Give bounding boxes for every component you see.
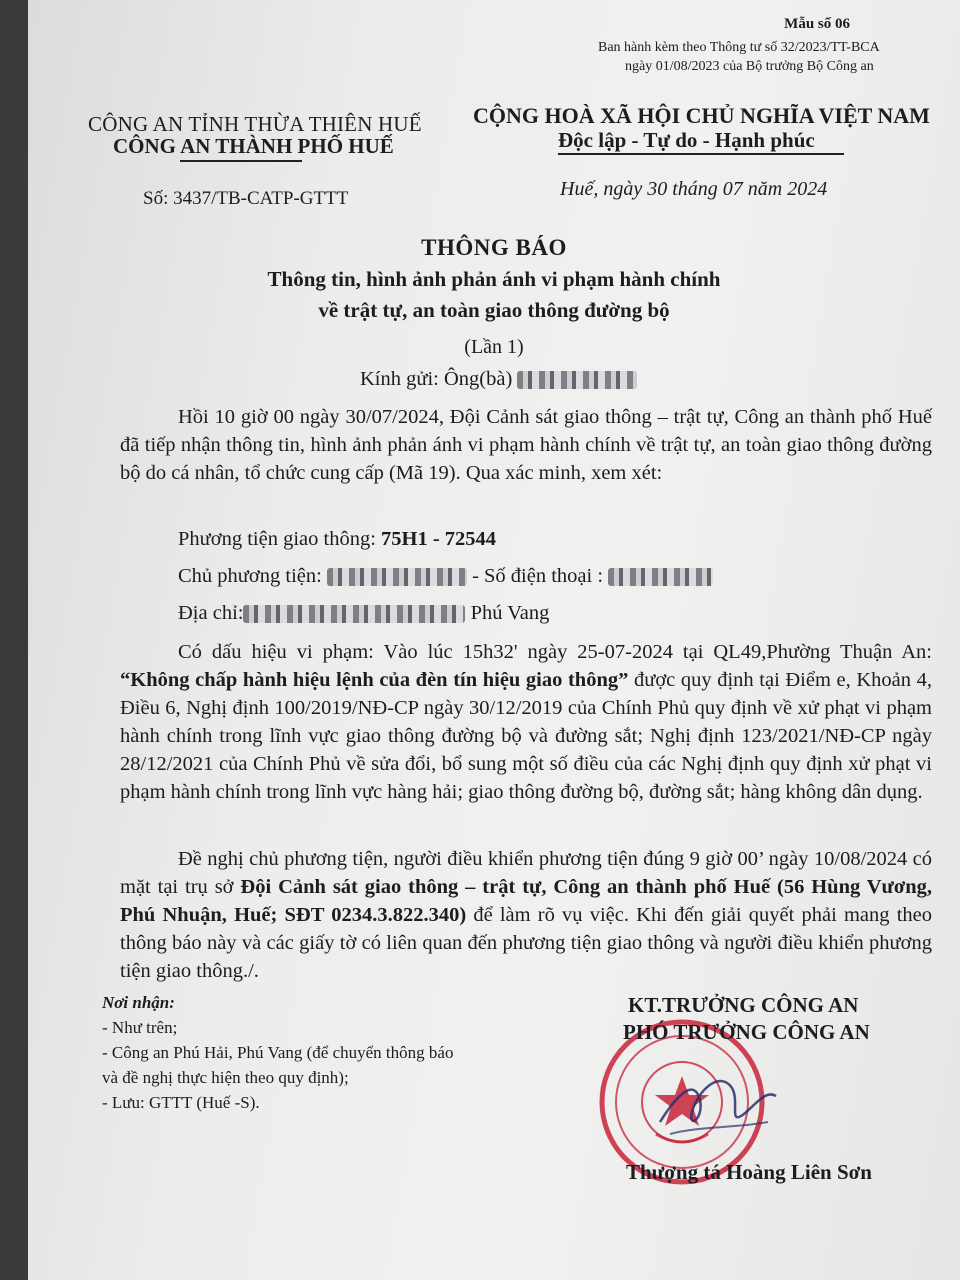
nation-motto: Độc lập - Tự do - Hạnh phúc <box>558 128 815 152</box>
agency-parent: CÔNG AN TỈNH THỪA THIÊN HUẾ <box>88 112 422 136</box>
form-issued-line-1: Ban hành kèm theo Thông tư số 32/2023/TT-BCA <box>598 40 880 55</box>
signer-name: Thượng tá Hoàng Liên Sơn <box>626 1160 872 1184</box>
redacted-name <box>517 371 637 389</box>
recipient-item: - Lưu: GTTT (Huế -S). <box>102 1093 260 1112</box>
redacted-phone <box>608 568 713 586</box>
violation-rest: được quy định tại Điểm e, Khoản 4, Điều 6, Nghị định 100/2019/NĐ-CP ngày 30/12/2019 của Chính Phủ quy định về xử phạt vi phạm hành chính trong lĩnh vực giao thông đường bộ và đường sắt; Nghị định 123/2021/NĐ-CP ngày 28/12/2021 của Chính Phủ về sửa đổi, bổ sung một số điều của các Nghị định quy định xử phạt vi phạm hành chính trong lĩnh vực hàng hải; giao thông đường bộ, đường sắt; hàng không dân dụng. <box>120 669 932 803</box>
recipients-heading: Nơi nhận: <box>102 993 175 1012</box>
vehicle-line <box>178 528 496 551</box>
notice-times: (Lần 1) <box>464 336 524 358</box>
document-title: THÔNG BÁO <box>421 235 567 260</box>
form-issued-line-2: ngày 01/08/2023 của Bộ trưởng Bộ Công an <box>625 59 874 74</box>
agency-name: CÔNG AN THÀNH PHỐ HUẾ <box>113 134 394 158</box>
intro-paragraph: Hồi 10 giờ 00 ngày 30/07/2024, Đội Cảnh sát giao thông – trật tự, Công an thành phố Huế đã tiếp nhận thông tin, hình ảnh phản ánh vi phạm hành chính về trật tự, an toàn giao thông đường bộ do cá nhân, tổ chức cung cấp (Mã 19). Qua xác minh, xem xét: <box>120 406 932 484</box>
request-lead: Đề nghị chủ phương tiện, người điều khiển phương tiện đúng 9 giờ 00’ ngày 10/08/2024 có mặt tại trụ sở <box>120 848 932 898</box>
request-office: Đội Cảnh sát giao thông – trật tự, Công an thành phố Huế (56 Hùng Vương, Phú Nhuận, Huế; SĐT 0234.3.822.340) <box>120 876 932 926</box>
document-number: Số: 3437/TB-CATP-GTTT <box>143 188 349 209</box>
document-subtitle-2: về trật tự, an toàn giao thông đường bộ <box>318 298 670 322</box>
address-visible: Phú Vang <box>470 602 550 624</box>
address-line <box>178 602 549 625</box>
request-paragraph <box>120 845 932 985</box>
vehicle-label: Phương tiện giao thông: <box>178 528 376 550</box>
handwritten-signature <box>640 1030 790 1160</box>
addressee-line <box>360 368 637 391</box>
document-subtitle-1: Thông tin, hình ảnh phản ánh vi phạm hành chính <box>267 267 721 291</box>
vehicle-plate: 75H1 - 72544 <box>381 528 497 550</box>
signature-title-1: KT.TRƯỞNG CÔNG AN <box>628 993 859 1017</box>
address-label: Địa chỉ: <box>178 602 244 624</box>
recipients-block <box>102 990 453 1115</box>
document-page <box>28 0 960 1280</box>
violation-paragraph <box>120 638 932 806</box>
signature-title-2: PHÓ TRƯỞNG CÔNG AN <box>623 1020 870 1044</box>
form-number: Mẫu số 06 <box>784 16 850 32</box>
phone-label: - Số điện thoại : <box>472 565 604 587</box>
recipient-item: - Như trên; <box>102 1018 178 1037</box>
agency-underline <box>180 160 302 162</box>
motto-underline <box>558 153 844 155</box>
violation-lead: Có dấu hiệu vi phạm: Vào lúc 15h32' ngày 25-07-2024 tại QL49,Phường Thuận An: <box>178 641 932 663</box>
place-date: Huế, ngày 30 tháng 07 năm 2024 <box>560 178 828 200</box>
addressee-label: Kính gửi: Ông(bà) <box>360 368 513 390</box>
request-rest: để làm rõ vụ việc. Khi đến giải quyết phải mang theo thông báo này và các giấy tờ có liên quan đến phương tiện giao thông và người điều khiển phương tiện giao thông./. <box>120 904 932 982</box>
violation-name: “Không chấp hành hiệu lệnh của đèn tín hiệu giao thông” <box>120 669 629 691</box>
recipient-item: và đề nghị thực hiện theo quy định); <box>102 1068 349 1087</box>
redacted-address <box>243 605 465 623</box>
owner-line <box>178 565 713 588</box>
redacted-owner <box>327 568 467 586</box>
nation-name: CỘNG HOÀ XÃ HỘI CHỦ NGHĨA VIỆT NAM <box>473 103 930 128</box>
recipient-item: - Công an Phú Hải, Phú Vang (để chuyển thông báo <box>102 1043 454 1062</box>
owner-label: Chủ phương tiện: <box>178 565 322 587</box>
